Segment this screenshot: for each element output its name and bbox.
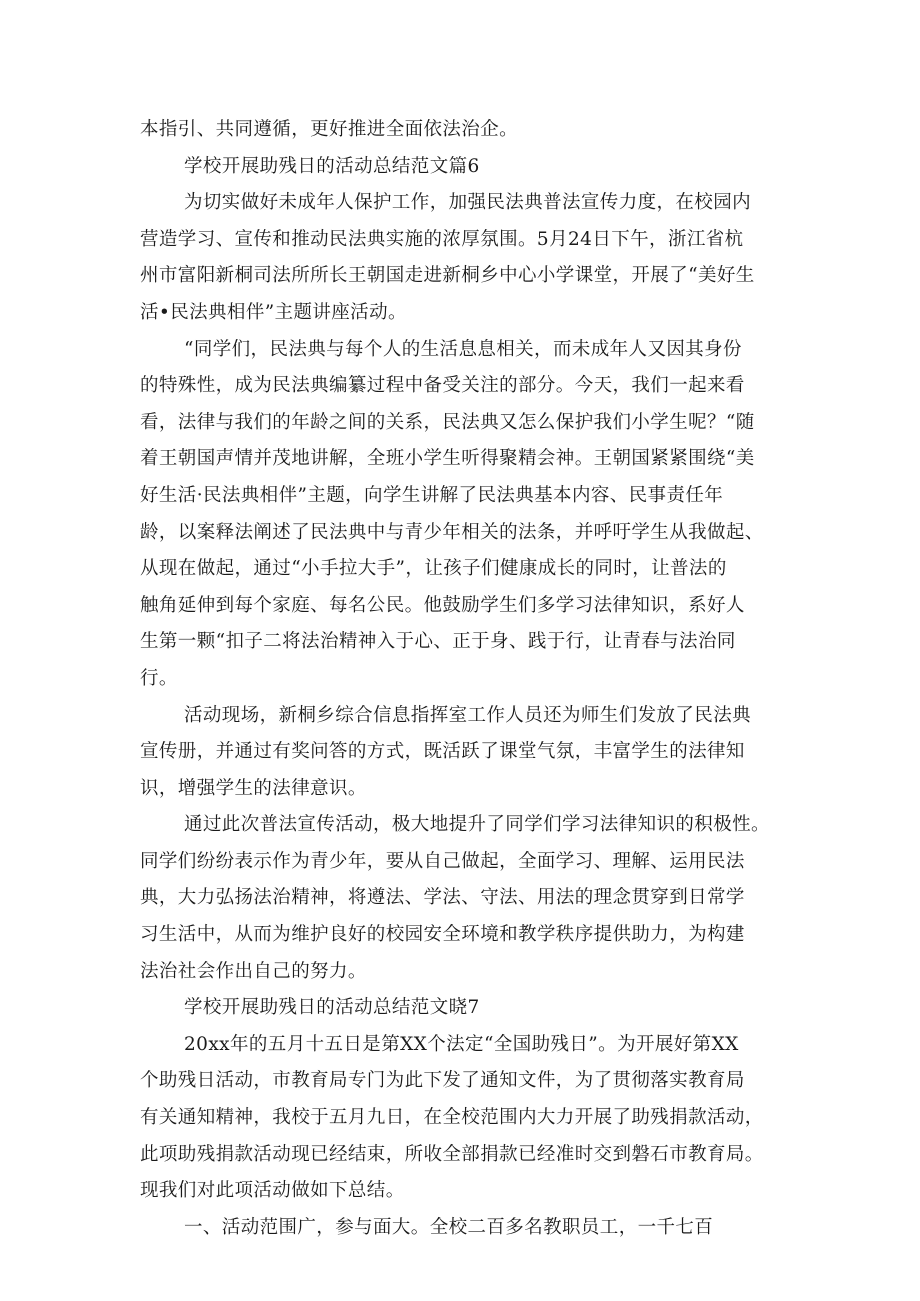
- section-heading-6: 学校开展助残日的活动总结范文篇6: [184, 155, 480, 177]
- text-line: 个助残日活动，市教育局专门为此下发了通知文件，为了贯彻落实教育局: [140, 1070, 745, 1092]
- text-line: 州市富阳新桐司法所所长王朝国走进新桐乡中心小学课堂，开展了“美好生: [140, 265, 755, 287]
- text-line: 法治社会作出自己的努力。: [140, 960, 367, 982]
- section-heading-7: 学校开展助残日的活动总结范文晓7: [184, 997, 480, 1019]
- text-line: 习生活中，从而为维护良好的校园安全环境和教学秩序提供助力，为构建: [140, 924, 745, 946]
- text-line: 生第一颗“扣子二将法治精神入于心、正于身、践于行，让青春与法治同: [140, 631, 736, 653]
- text-line: 现我们对此项活动做如下总结。: [140, 1180, 405, 1202]
- text-line: 本指引、共同遵循，更好推进全面依法治企。: [140, 119, 519, 140]
- text-line: 着王朝国声情并茂地讲解，全班小学生听得聚精会神。王朝国紧紧围绕“美: [140, 448, 755, 470]
- text-line: 活•民法典相伴”主题讲座活动。: [140, 301, 407, 323]
- text-line: 的特殊性，成为民法典编纂过程中备受关注的部分。今天，我们一起来看: [140, 375, 745, 397]
- text-line: 活动现场，新桐乡综合信息指挥室工作人员还为师生们发放了民法典: [184, 704, 752, 726]
- text-line: 龄，以案释法阐述了民法典中与青少年相关的法条，并呼吁学生从我做起、: [140, 521, 764, 543]
- text-line: 典，大力弘扬法治精神，将遵法、学法、守法、用法的理念贯穿到日常学: [140, 887, 745, 909]
- text-line: 为切实做好未成年人保护工作，加强民法典普法宣传力度，在校园内: [184, 192, 752, 214]
- text-line: 看，法律与我们的年龄之间的关系，民法典又怎么保护我们小学生呢？“随: [140, 411, 755, 433]
- text-line: 20xx年的五月十五日是第XX个法定“全国助残日”。为开展好第XX: [184, 1033, 739, 1055]
- text-line: 识，增强学生的法律意识。: [140, 777, 367, 799]
- text-line: 好生活·民法典相伴”主题，向学生讲解了民法典基本内容、民事责任年: [140, 484, 724, 506]
- text-line: 从现在做起，通过“小手拉大手”，让孩子们健康成长的同时，让普法的: [140, 558, 727, 580]
- text-line: 通过此次普法宣传活动，极大地提升了同学们学习法律知识的积极性。: [184, 814, 770, 836]
- text-line: 同学们纷纷表示作为青少年，要从自己做起，全面学习、理解、运用民法: [140, 850, 745, 872]
- text-line: “同学们，民法典与每个人的生活息息相关，而未成年人又因其身份: [184, 338, 742, 360]
- text-line: 营造学习、宣传和推动民法典实施的浓厚氛围。5月24日下午，浙江省杭: [140, 228, 744, 250]
- text-line: 有关通知精神，我校于五月九日，在全校范围内大力开展了助残捐款活动，: [140, 1107, 764, 1129]
- text-line: 此项助残捐款活动现已经结束，所收全部捐款已经准时交到磐石市教育局。: [140, 1143, 764, 1165]
- document-body: [140, 112, 782, 1246]
- text-line: 一、活动范围广，参与面大。全校二百多名教职员工，一千七百: [184, 1216, 714, 1238]
- text-line: 触角延伸到每个家庭、每名公民。他鼓励学生们多学习法律知识，系好人: [140, 594, 745, 616]
- text-line: 宣传册，并通过有奖问答的方式，既活跃了课堂气氛，丰富学生的法律知: [140, 741, 745, 763]
- text-line: 行。: [140, 667, 178, 689]
